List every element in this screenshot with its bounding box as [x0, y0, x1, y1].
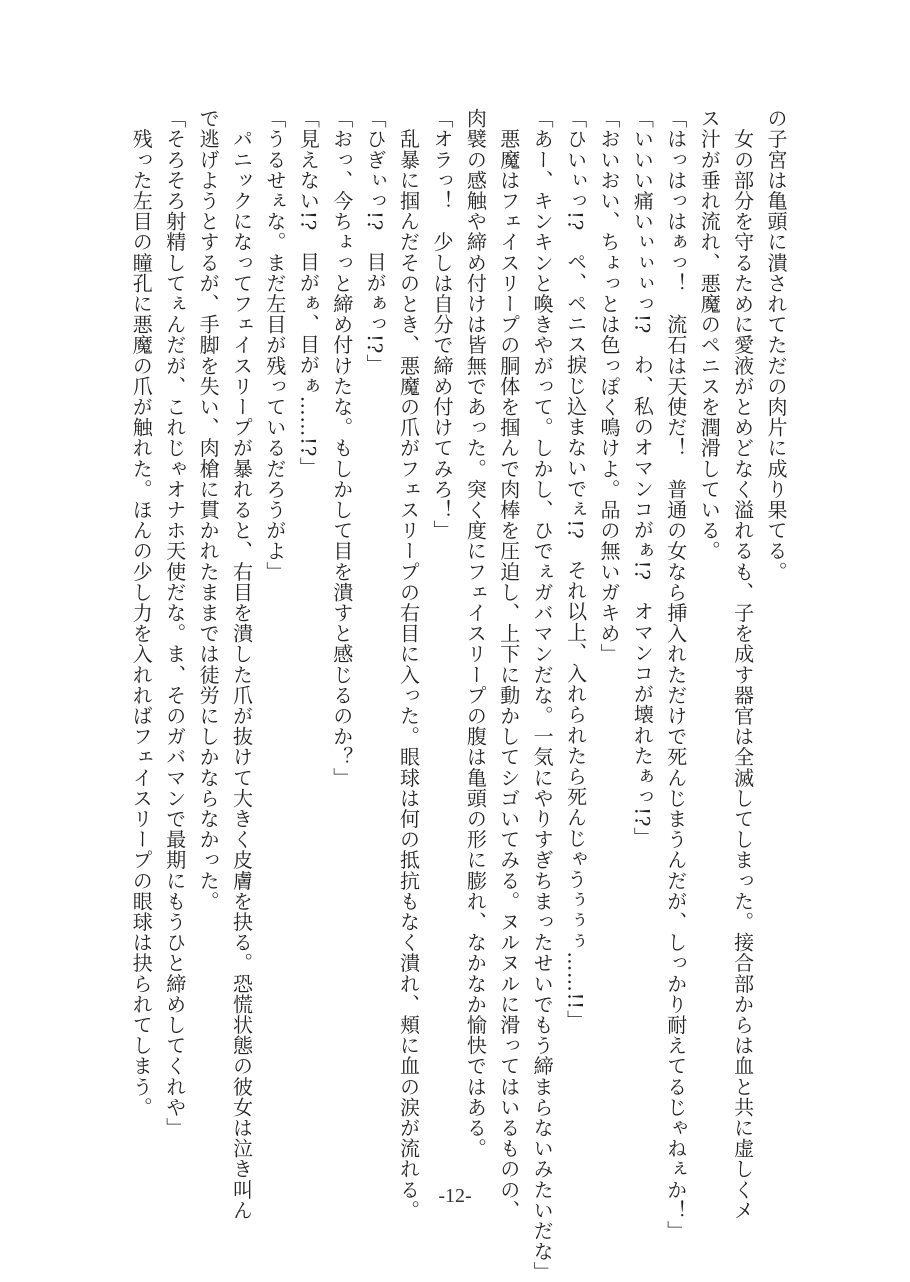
text-line: 「ひぎぃっ!? 目がぁっ!?」: [363, 108, 388, 375]
text-line: 「はっはっはぁっ！ 流石は天使だ！ 普通の女なら挿入れただけで死んじまうんだが、しっかり耐えてるじゃねぇか！」: [663, 108, 688, 1241]
text-line: 「おっ、今ちょっと締め付けたな。もしかして目を潰すと感じるのか？」: [329, 108, 354, 788]
text-line: 残った左目の瞳孔に悪魔の爪が触れた。ほんの少し力を入れればフェイスリープの眼球は抉られてしまう。: [129, 108, 154, 1118]
text-line: 「ひいぃっ!? ペ、ペニス捩じ込まないでぇ!? それ以上、入れられたら死んじゃうぅぅぅ……!!」: [563, 108, 588, 1031]
text-line: 「いいい痛いぃぃぃっ!? わ、私のオマンコがぁ!? オマンコが壊れたぁっ!?」: [630, 108, 655, 848]
text-line: 悪魔はフェイスリープの胴体を掴んで肉棒を圧迫し、上下に動かしてシゴいてみる。ヌルヌルに滑ってはいるものの、: [496, 108, 521, 1221]
text-line: で逃げようとするが、手脚を失い、肉槍に貫かれたままでは徒労にしかならなかった。: [196, 108, 221, 912]
text-line: ス汁が垂れ流れ、悪魔のペニスを潤滑している。: [697, 108, 722, 562]
text-line: 乱暴に掴んだそのとき、悪魔の爪がフェスリープの右目に入った。眼球は何の抵抗もなく潰れ、頬に血の涙が流れる。: [396, 108, 421, 1221]
text-line: 「あー、キンキンと喚きやがって。しかし、ひでぇガバマンだな。一気にやりすぎちまったせいでもう締まらないみたいだな」: [530, 108, 555, 1282]
text-line: パニックになってフェイスリープが暴れると、右目を潰した爪が抜けて大きく皮膚を抉る。恐慌状態の彼女は泣き叫ん: [229, 108, 254, 1221]
text-line: 「おいおい、ちょっとは色っぽく鳴けよ。品の無いガキめ」: [596, 108, 621, 665]
text-line: 「うるせぇな。まだ左目が残っているだろうがよ」: [262, 108, 287, 582]
text-line: 肉襞の感触や締め付けは皆無であった。突く度にフェイスリープの腹は亀頭の形に膨れ、なかなか愉快ではある。: [463, 108, 488, 1159]
text-line: 「オラっ！ 少しは自分で締め付けてみろ！」: [429, 108, 454, 541]
text-line: 女の部分を守るために愛液がとめどなく溢れるも、子を成す器官は全滅してしまった。接合部からは血と共に虚しくメ: [730, 108, 755, 1221]
text-line: 「見えない!? 目がぁ、目がぁ……!?」: [296, 108, 321, 478]
text-line: の子宮は亀頭に潰されてただの肉片に成り果てる。: [764, 108, 788, 582]
text-line: 「そろそろ射精してぇんだが、これじゃオナホ天使だな。ま、そのガバマンで最期にもうひと締めしてくれや」: [162, 108, 187, 1138]
page-number: -12-: [438, 1185, 472, 1207]
